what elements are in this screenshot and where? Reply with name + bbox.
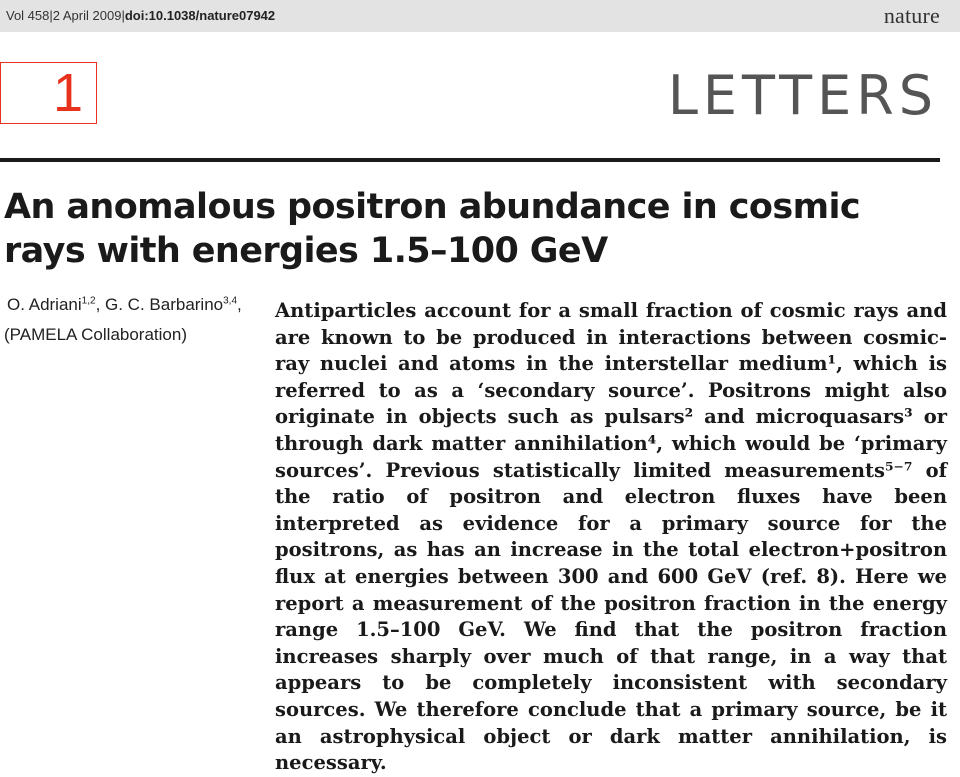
author-affiliation: 1,2 <box>81 295 96 307</box>
author-name: G. C. Barbarino <box>105 295 224 314</box>
paper-title: An anomalous positron abundance in cosmic rays with energies 1.5–100 GeV <box>4 187 861 271</box>
journal-header-bar <box>0 0 960 32</box>
volume: Vol 458 <box>6 8 50 23</box>
journal-logo: nature <box>883 3 940 28</box>
abstract-text: Antiparticles account for a small fraction of cosmic rays and are known to be produced in interactions between cosmic-ray nuclei and atoms in the interstellar medium¹, which is referred to as a ‘secondary source’. Positrons might also originate in objects such as pulsars² and microquasars³ or through dark matter annihilation⁴, which would be ‘primary sources’. Previous statistically limited measurements⁵⁻⁷ of the ratio of positron and electron fluxes have been interpreted as evidence for a primary source for the positrons, as has an increase in the total electron+positron flux at energies between 300 and 600 GeV (ref. 8). Here we report a measurement of the positron fraction in the energy range 1.5–100 GeV. We find that the positron fraction increases sharply over much of that range, in a way that appears to be completely inconsistent with secondary sources. We therefore conclude that a primary source, be it an astrophysical object or dark matter annihilation, is necessary. <box>275 299 947 775</box>
collaboration-name: (PAMELA Collaboration) <box>4 325 187 344</box>
journal-citation: Vol 458|2 April 2009|doi:10.1038/nature07942 <box>6 8 276 23</box>
author-affiliation: 3,4 <box>223 295 238 307</box>
slide-number: 1 <box>0 62 97 124</box>
issue-date: 2 April 2009 <box>52 8 122 23</box>
doi: doi:10.1038/nature07942 <box>124 8 276 23</box>
section-label: LETTERS <box>667 64 938 127</box>
author-list: O. Adriani$^{1,2}$, G. C. Barbarino$^{3,4}$, <box>7 295 242 314</box>
header-rule <box>0 158 940 162</box>
author-name: O. Adriani <box>7 295 82 314</box>
